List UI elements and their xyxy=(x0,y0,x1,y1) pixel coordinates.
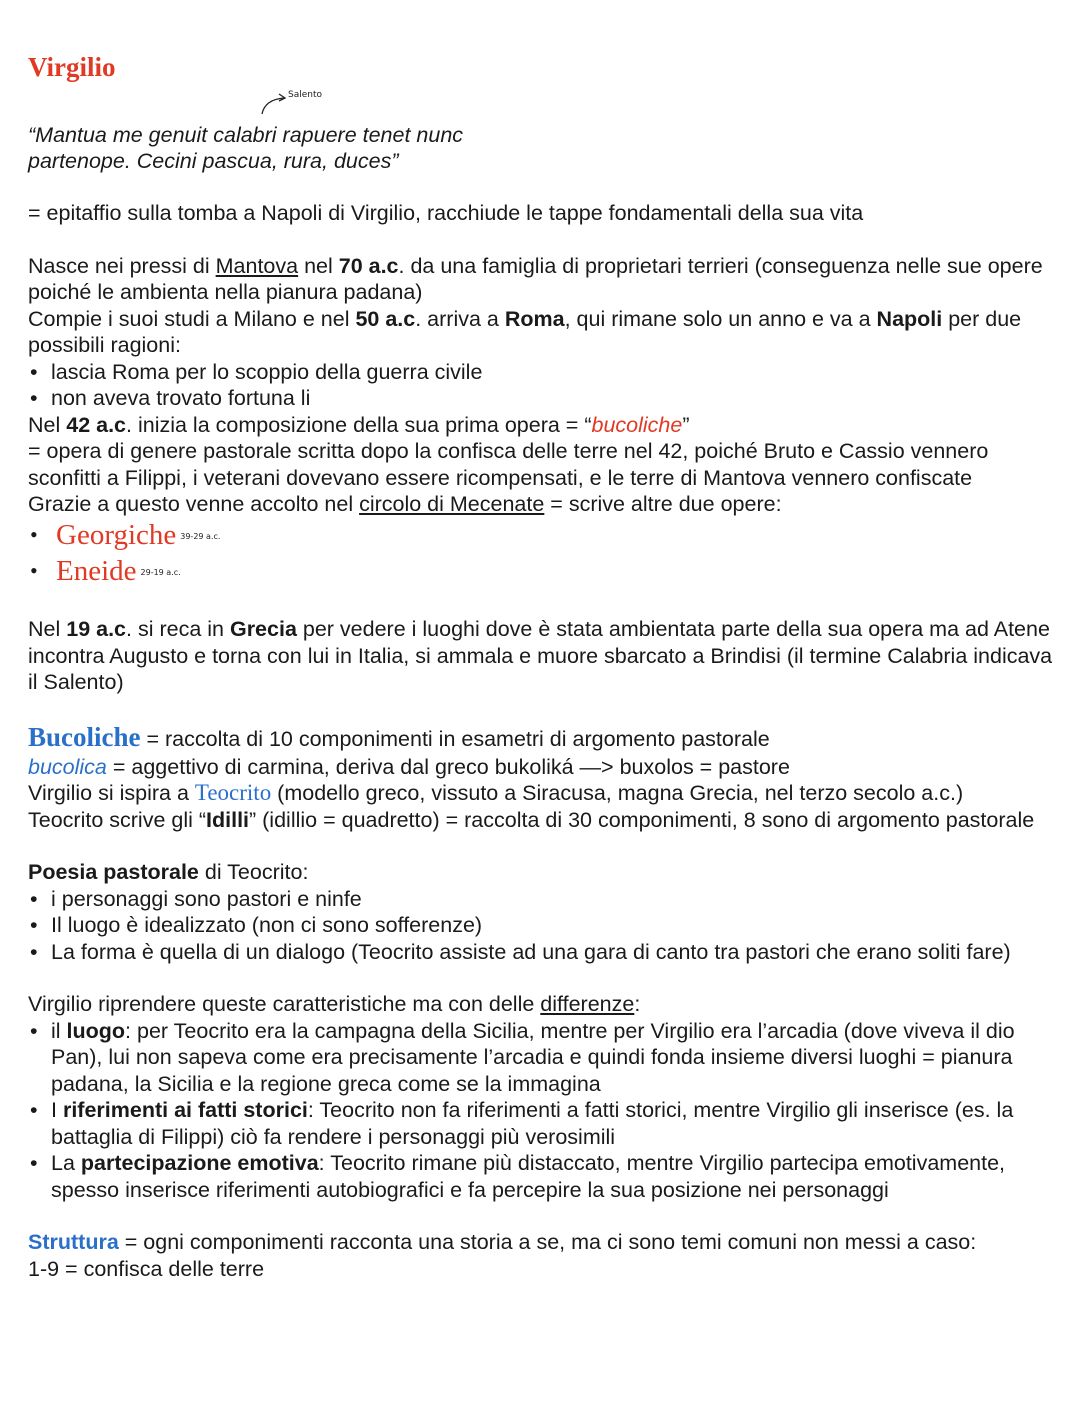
work-date: 29-19 a.c. xyxy=(140,568,181,578)
salento-note: Salento xyxy=(288,90,323,100)
list-item: • lascia Roma per lo scoppio della guerra civile xyxy=(28,359,1058,386)
bucoliche-line: bucolica = aggettivo di carmina, deriva dal greco bukoliká —> buxolos = pastore xyxy=(28,754,790,779)
struttura-heading: Struttura xyxy=(28,1230,119,1255)
works-list xyxy=(28,518,1058,591)
list-item: • il luogo: per Teocrito era la campagna della Sicilia, mentre per Virgilio era l’arcadia (dove viveva il dio Pan), lui non sapeva come era precisamente l’arcadia e quindi fonda insieme diversi luoghi = pianura padana, la Sicilia e la regione greca come se la immagina xyxy=(28,1018,1058,1098)
bucoliche-line: Virgilio si ispira a Teocrito (modello greco, vissuto a Siracusa, magna Grecia, nel terzo secolo a.c.) xyxy=(28,780,964,806)
struttura-line: 1-9 = confisca delle terre xyxy=(28,1256,265,1281)
bucoliche-heading: Bucoliche xyxy=(28,721,141,752)
list-item xyxy=(28,554,1058,590)
poesia-list xyxy=(28,886,1058,966)
struttura-line: Struttura = ogni componimenti racconta una storia a se, ma ci sono temi comuni non messi a caso: xyxy=(28,1230,977,1255)
bucoliche-inline: bucoliche xyxy=(591,412,683,437)
bio-paragraph: Nasce nei pressi di Mantova nel 70 a.c. da una famiglia di proprietari terrieri (conseguenza nelle sue opere poiché le ambienta nella pianura padana) xyxy=(28,253,1043,304)
work-name: Eneide xyxy=(56,554,137,587)
bucoliche-line: Teocrito scrive gli “Idilli” (idillio = quadretto) = raccolta di 30 componimenti, 8 sono di argomento pastorale xyxy=(28,807,1035,832)
bio-paragraph: Nel 42 a.c. inizia la composizione della sua prima opera = “bucoliche” xyxy=(28,412,690,437)
epitaph-quote xyxy=(28,122,1058,174)
differenze-list xyxy=(28,1018,1058,1204)
epitaph-explanation: = epitaffio sulla tomba a Napoli di Virgilio, racchiude le tappe fondamentali della sua vita xyxy=(28,201,864,225)
document-page xyxy=(28,52,1058,1282)
list-item: • Il luogo è idealizzato (non ci sono sofferenze) xyxy=(28,912,1058,939)
list-item: • non aveva trovato fortuna li xyxy=(28,385,1058,412)
list-item: • i personaggi sono pastori e ninfe xyxy=(28,886,1058,913)
differenze-intro: Virgilio riprendere queste caratteristiche ma con delle differenze: xyxy=(28,992,641,1017)
reasons-list xyxy=(28,359,1058,412)
bio-paragraph: = opera di genere pastorale scritta dopo la confisca delle terre nel 42, poiché Bruto e Cassio vennero sconfitti a Filippi, i veterani dovevano essere ricompensati, e le terre di Mantova vennero confiscate xyxy=(28,439,989,490)
handwritten-arrow-icon xyxy=(260,90,288,116)
list-item xyxy=(28,518,1058,554)
bio-paragraph: Compie i suoi studi a Milano e nel 50 a.c. arriva a Roma, qui rimane solo un anno e va a Napoli per due possibili ragioni: xyxy=(28,306,1022,357)
bucoliche-section: Bucoliche = raccolta di 10 componimenti in esametri di argomento pastorale xyxy=(28,721,770,752)
bio-paragraph: Nel 19 a.c. si reca in Grecia per vedere i luoghi dove è stata ambientata parte della sua opera ma ad Atene incontra Augusto e torna con lui in Italia, si ammala e muore sbarcato a Brindisi (il termine Calabria indicava il Salento) xyxy=(28,617,1053,695)
quote-line: “Mantua me genuit calabri rapuere tenet nunc xyxy=(28,123,464,147)
page-title: Virgilio xyxy=(28,52,116,82)
list-item: • I riferimenti ai fatti storici: Teocrito non fa riferimenti a fatti storici, mentre Virgilio gli inserisce (es. la battaglia di Filippi) ciò fa rendere i personaggi più verosimili xyxy=(28,1097,1058,1150)
poesia-heading: Poesia pastorale di Teocrito: xyxy=(28,860,309,885)
mantova-link-text: Mantova xyxy=(215,253,299,278)
list-item: • La forma è quella di un dialogo (Teocrito assiste ad una gara di canto tra pastori che erano soliti fare) xyxy=(28,939,1058,966)
list-item: • La partecipazione emotiva: Teocrito rimane più distaccato, mentre Virgilio partecipa emotivamente, spesso inserisce riferimenti autobiografici e fa percepire la sua posizione nei personaggi xyxy=(28,1150,1058,1203)
bio-paragraph: Grazie a questo venne accolto nel circolo di Mecenate = scrive altre due opere: xyxy=(28,492,782,516)
quote-line: partenope. Cecini pascua, rura, duces” xyxy=(28,149,399,173)
work-name: Georgiche xyxy=(56,518,177,551)
work-date: 39-29 a.c. xyxy=(180,531,221,541)
